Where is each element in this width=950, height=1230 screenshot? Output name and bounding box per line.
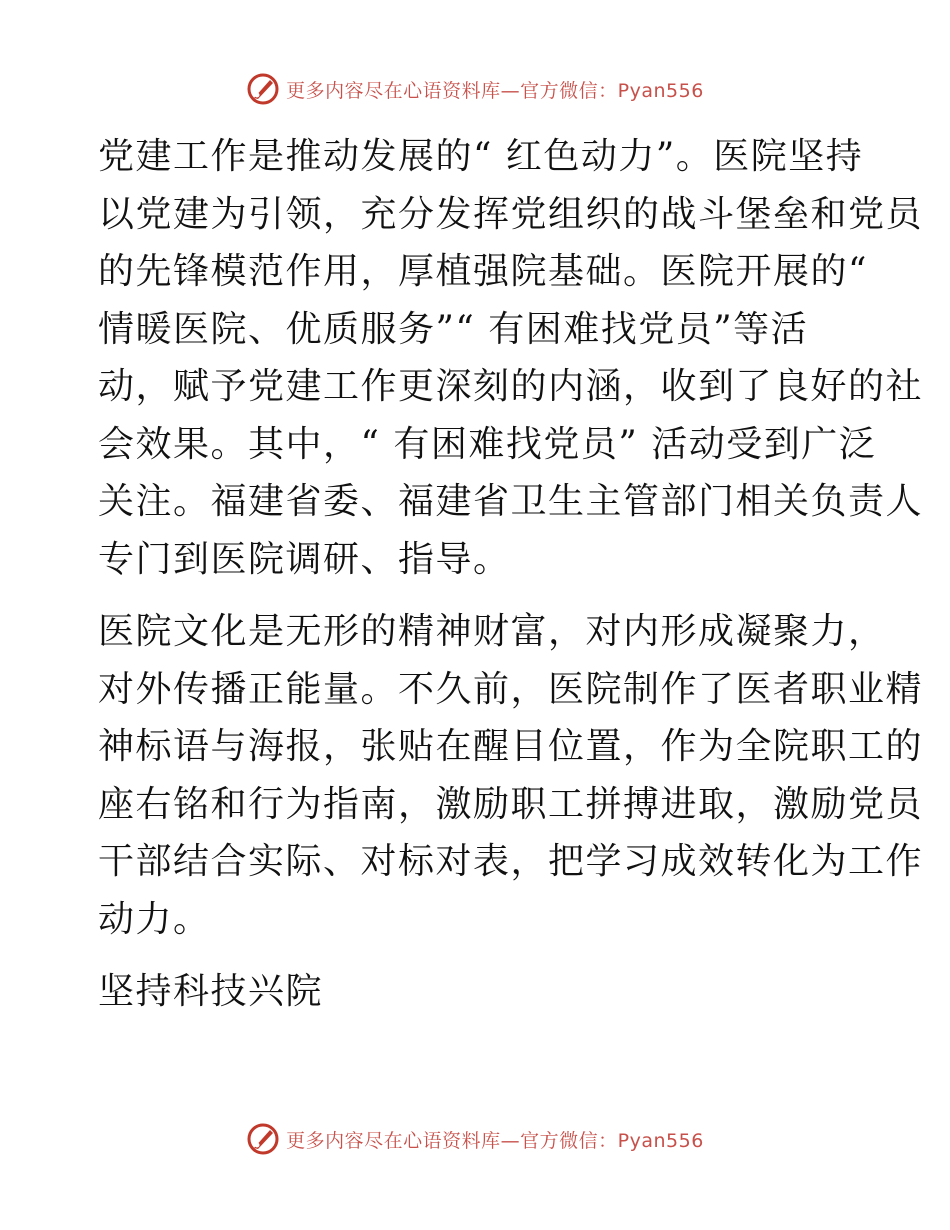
text-line: 对外传播正能量。不久前，医院制作了医者职业精 [98, 668, 924, 710]
text-line: 以党建为引领，充分发挥党组织的战斗堡垒和党员 [98, 193, 924, 235]
paragraph-2 [98, 603, 924, 948]
text-line: 座右铭和行为指南，激励职工拼搏进取，激励党员 [98, 783, 924, 825]
section-heading: 坚持科技兴院 [98, 971, 324, 1012]
text-line: 的先锋模范作用，厚植强院基础。医院开展的“ [98, 251, 868, 292]
text-line: 专门到医院调研、指导。 [98, 538, 511, 580]
footer-watermark [0, 1122, 950, 1156]
watermark-text: 更多内容尽在心语资料库—官方微信：Pyan556 [286, 1129, 704, 1152]
text-line: 动力。 [98, 898, 211, 940]
feather-logo-icon [246, 72, 280, 106]
feather-logo-icon [246, 1122, 280, 1156]
watermark-text: 更多内容尽在心语资料库—官方微信：Pyan556 [286, 79, 704, 102]
text-line: 关注。福建省委、福建省卫生主管部门相关负责人 [98, 481, 924, 522]
text-line: 会效果。其中，“ 有困难找党员” 活动受到广泛 [98, 423, 877, 465]
text-line: 党建工作是推动发展的“ 红色动力”。医院坚持 [98, 136, 864, 177]
header-watermark [0, 72, 950, 106]
document-body [98, 128, 924, 1021]
text-line: 神标语与海报，张贴在醒目位置，作为全院职工的 [98, 726, 924, 767]
text-line: 动，赋予党建工作更深刻的内涵，收到了良好的社 [98, 366, 924, 407]
text-line: 情暖医院、优质服务”“ 有困难找党员”等活 [98, 308, 809, 350]
text-line: 干部结合实际、对标对表，把学习成效转化为工作 [98, 841, 924, 882]
paragraph-1 [98, 128, 924, 588]
text-line: 医院文化是无形的精神财富，对内形成凝聚力， [98, 611, 886, 652]
